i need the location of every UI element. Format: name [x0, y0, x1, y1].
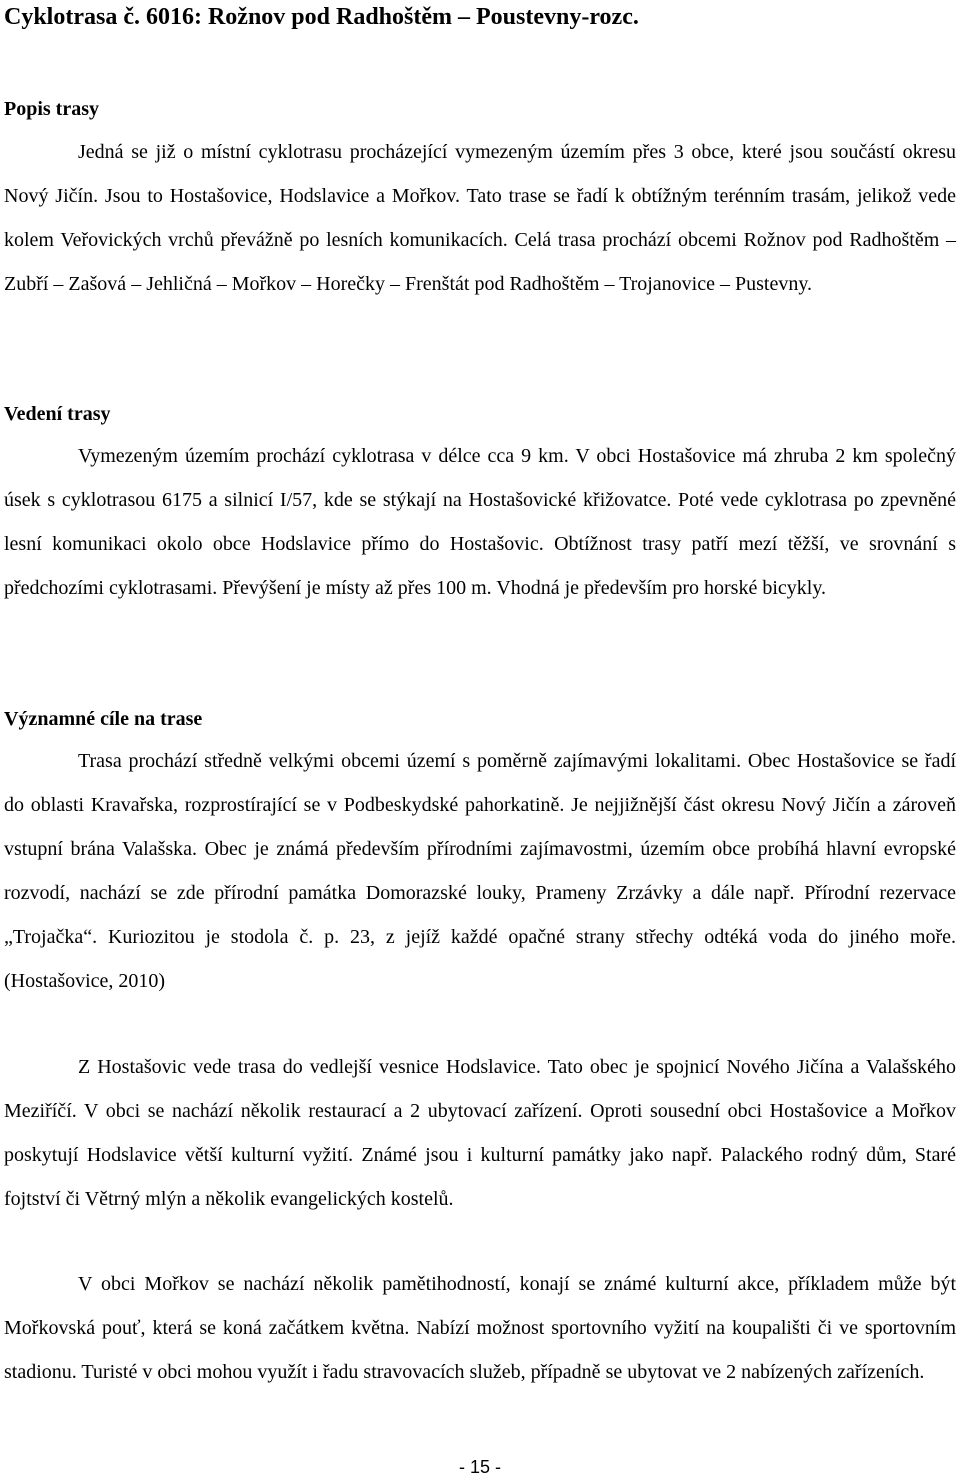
page-number: - 15 -	[458, 1457, 501, 1477]
section-paragraph-vedeni-trasy: Vymezeným územím prochází cyklotrasa v délce cca 9 km. V obci Hostašovice má zhruba 2 km společný úsek s cyklotrasou 6175 a silnicí I/57, kde se stýkají na Hostašovické křižovatce. Poté vede cyklotrasa po zpevněné lesní komunikaci okolo obce Hodslavice přímo do Hostašovic. Obtížnost trasy patří mezí těžší, ve srovnání s předchozími cyklotrasami. Převýšení je místy až přes 100 m. Vhodná je především pro horské bicykly.	[4, 445, 956, 599]
section-paragraph-popis-trasy: Jedná se již o místní cyklotrasu procházející vymezeným územím přes 3 obce, které jsou součástí okresu Nový Jičín. Jsou to Hostašovice, Hodslavice a Mořkov. Tato trase se řadí k obtížným terénním trasám, jelikož vede kolem Veřovických vrchů převážně po lesních komunikacích. Celá trasa prochází obcemi Rožnov pod Radhoštěm – Zubří – Zašová – Jehličná – Mořkov – Horečky – Frenštát pod Radhoštěm – Trojanovice – Pustevny.	[4, 141, 956, 295]
section-heading-vedeni-trasy: Vedení trasy	[4, 403, 111, 425]
section-heading-popis-trasy: Popis trasy	[4, 98, 99, 120]
section-paragraph-hostasovice: Trasa prochází středně velkými obcemi území s poměrně zajímavými lokalitami. Obec Hostašovice se řadí do oblasti Kravařska, rozprostírající se v Podbeskydské pahorkatině. Je nejjižnější část okresu Nový Jičín a zároveň vstupní brána Valašska. Obec je známá především přírodními zajímavostmi, územím obce probíhá hlavní evropské rozvodí, nachází se zde přírodní památka Domorazské louky, Prameny Zrzávky a dále např. Přírodní rezervace „Trojačka“. Kuriozitou je stodola č. p. 23, z jejíž každé opačné strany střechy odtéká voda do jiného moře. (Hostašovice, 2010)	[4, 750, 956, 992]
section-heading-vyznamne-cile: Významné cíle na trase	[4, 708, 203, 730]
section-paragraph-hodslavice: Z Hostašovic vede trasa do vedlejší vesnice Hodslavice. Tato obec je spojnicí Nového Jičína a Valašského Meziříčí. V obci se nachází několik restaurací a 2 ubytovací zařízení. Oproti sousední obci Hostašovice a Mořkov poskytují Hodslavice větší kulturní vyžití. Známé jsou i kulturní památky jako např. Palackého rodný dům, Staré fojtství či Větrný mlýn a několik evangelických kostelů.	[4, 1056, 956, 1210]
document-title: Cyklotrasa č. 6016: Rožnov pod Radhoštěm – Poustevny-rozc.	[4, 4, 639, 30]
section-paragraph-morkov: V obci Mořkov se nachází několik pamětihodností, konají se známé kulturní akce, příkladem může být Mořkovská pouť, která se koná začátkem května. Nabízí možnost sportovního vyžití na koupališti či ve sportovním stadionu. Turisté v obci mohou využít i řadu stravovacích služeb, případně se ubytovat ve 2 nabízených zařízeních.	[4, 1273, 956, 1383]
